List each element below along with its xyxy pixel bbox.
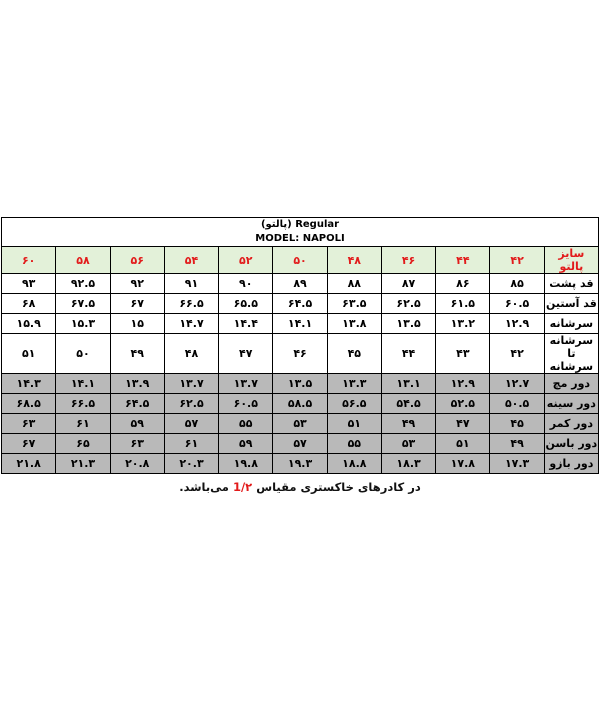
size-cell: ۴۶: [381, 247, 435, 274]
measurement-row: [2, 394, 599, 414]
value-cell: ۶۶.۵: [164, 294, 218, 314]
value-cell: ۵۸.۵: [273, 394, 327, 414]
row-label: دور بازو: [544, 454, 598, 474]
value-cell: ۲۰.۳: [164, 454, 218, 474]
value-cell: ۱۷.۳: [490, 454, 544, 474]
size-cell: ۴۲: [490, 247, 544, 274]
value-cell: ۲۱.۳: [56, 454, 110, 474]
value-cell: ۱۴.۱: [273, 314, 327, 334]
value-cell: ۵۷: [164, 414, 218, 434]
value-cell: ۶۸.۵: [2, 394, 56, 414]
value-cell: ۹۲.۵: [56, 274, 110, 294]
size-cell: ۶۰: [2, 247, 56, 274]
value-cell: ۵۰: [56, 334, 110, 374]
value-cell: ۶۴.۵: [110, 394, 164, 414]
value-cell: ۶۷.۵: [56, 294, 110, 314]
footnote: [0, 480, 600, 494]
value-cell: ۶۱: [164, 434, 218, 454]
value-cell: ۵۱: [2, 334, 56, 374]
value-cell: ۱۵.۹: [2, 314, 56, 334]
title-line2: MODEL: NAPOLI: [255, 233, 345, 244]
value-cell: ۶۱.۵: [436, 294, 490, 314]
value-cell: ۴۹: [110, 334, 164, 374]
value-cell: ۱۸.۳: [381, 454, 435, 474]
value-cell: ۱۳.۷: [164, 374, 218, 394]
measurement-row: [2, 454, 599, 474]
value-cell: ۱۲.۹: [436, 374, 490, 394]
value-cell: ۱۵.۳: [56, 314, 110, 334]
value-cell: ۶۳.۵: [327, 294, 381, 314]
value-cell: ۱۳.۸: [327, 314, 381, 334]
value-cell: ۵۵: [327, 434, 381, 454]
value-cell: ۵۹: [219, 434, 273, 454]
title-line1: Regular (پالتو): [260, 219, 340, 230]
value-cell: ۹۳: [2, 274, 56, 294]
value-cell: ۱۳.۹: [110, 374, 164, 394]
row-label: قد پشت: [544, 274, 598, 294]
value-cell: ۶۰.۵: [219, 394, 273, 414]
value-cell: ۴۷: [436, 414, 490, 434]
value-cell: ۵۳: [381, 434, 435, 454]
value-cell: ۶۴.۵: [273, 294, 327, 314]
value-cell: ۱۲.۷: [490, 374, 544, 394]
row-label: سرشانه تا سرشانه: [544, 334, 598, 374]
value-cell: ۵۱: [327, 414, 381, 434]
value-cell: ۶۱: [56, 414, 110, 434]
value-cell: ۵۴.۵: [381, 394, 435, 414]
value-cell: ۶۶.۵: [56, 394, 110, 414]
value-cell: ۴۵: [327, 334, 381, 374]
row-label: قد آستین: [544, 294, 598, 314]
measurement-row: [2, 374, 599, 394]
value-cell: ۶۷: [110, 294, 164, 314]
value-cell: ۹۲: [110, 274, 164, 294]
value-cell: ۱۳.۵: [273, 374, 327, 394]
row-label: سرشانه: [544, 314, 598, 334]
value-cell: ۴۸: [164, 334, 218, 374]
value-cell: ۶۸: [2, 294, 56, 314]
value-cell: ۹۰: [219, 274, 273, 294]
value-cell: ۶۷: [2, 434, 56, 454]
value-cell: ۴۶: [273, 334, 327, 374]
row-label: دور کمر: [544, 414, 598, 434]
size-cell: ۵۴: [164, 247, 218, 274]
value-cell: ۸۶: [436, 274, 490, 294]
value-cell: ۴۴: [381, 334, 435, 374]
value-cell: ۶۲.۵: [164, 394, 218, 414]
value-cell: ۵۶.۵: [327, 394, 381, 414]
value-cell: ۵۳: [273, 414, 327, 434]
size-cell: ۵۲: [219, 247, 273, 274]
size-table: [1, 217, 599, 474]
value-cell: ۴۷: [219, 334, 273, 374]
measurement-row: [2, 434, 599, 454]
value-cell: ۱۹.۳: [273, 454, 327, 474]
value-cell: ۵۲.۵: [436, 394, 490, 414]
title-cell: [2, 218, 599, 247]
value-cell: ۱۲.۹: [490, 314, 544, 334]
size-cell: ۵۰: [273, 247, 327, 274]
row-label: دور سینه: [544, 394, 598, 414]
value-cell: ۱۸.۸: [327, 454, 381, 474]
value-cell: ۵۷: [273, 434, 327, 454]
value-cell: ۱۷.۸: [436, 454, 490, 474]
value-cell: ۱۹.۸: [219, 454, 273, 474]
size-cell: ۵۶: [110, 247, 164, 274]
size-cell: ۴۸: [327, 247, 381, 274]
value-cell: ۶۵.۵: [219, 294, 273, 314]
size-header-row: [2, 247, 599, 274]
value-cell: ۱۳.۳: [327, 374, 381, 394]
measurement-row: [2, 274, 599, 294]
value-cell: ۶۲.۵: [381, 294, 435, 314]
footnote-before: در کادرهای خاکستری مقیاس: [256, 480, 421, 494]
measurement-row: [2, 414, 599, 434]
row-label: دور مچ: [544, 374, 598, 394]
size-header-label: سایز پالتو: [544, 247, 598, 274]
value-cell: ۸۸: [327, 274, 381, 294]
value-cell: ۸۵: [490, 274, 544, 294]
size-chart: [0, 217, 600, 494]
measurement-row: [2, 314, 599, 334]
value-cell: ۱۳.۵: [381, 314, 435, 334]
value-cell: ۱۳.۲: [436, 314, 490, 334]
value-cell: ۴۵: [490, 414, 544, 434]
value-cell: ۱۴.۷: [164, 314, 218, 334]
value-cell: ۸۷: [381, 274, 435, 294]
measurement-row: [2, 334, 599, 374]
size-cell: ۴۴: [436, 247, 490, 274]
value-cell: ۱۴.۳: [2, 374, 56, 394]
footnote-ratio: 1/۲: [232, 480, 253, 494]
value-cell: ۶۳: [2, 414, 56, 434]
value-cell: ۵۵: [219, 414, 273, 434]
value-cell: ۵۹: [110, 414, 164, 434]
value-cell: ۱۵: [110, 314, 164, 334]
size-cell: ۵۸: [56, 247, 110, 274]
measurement-row: [2, 294, 599, 314]
value-cell: ۶۵: [56, 434, 110, 454]
value-cell: ۵۰.۵: [490, 394, 544, 414]
value-cell: ۹۱: [164, 274, 218, 294]
value-cell: ۲۱.۸: [2, 454, 56, 474]
value-cell: ۶۳: [110, 434, 164, 454]
value-cell: ۱۴.۴: [219, 314, 273, 334]
value-cell: ۵۱: [436, 434, 490, 454]
value-cell: ۴۲: [490, 334, 544, 374]
value-cell: ۴۹: [490, 434, 544, 454]
value-cell: ۴۹: [381, 414, 435, 434]
row-label: دور باسن: [544, 434, 598, 454]
value-cell: ۲۰.۸: [110, 454, 164, 474]
value-cell: ۴۳: [436, 334, 490, 374]
value-cell: ۱۳.۱: [381, 374, 435, 394]
value-cell: ۱۴.۱: [56, 374, 110, 394]
value-cell: ۸۹: [273, 274, 327, 294]
value-cell: ۶۰.۵: [490, 294, 544, 314]
value-cell: ۱۳.۷: [219, 374, 273, 394]
title-row: [2, 218, 599, 247]
footnote-after: می‌باشد.: [179, 480, 229, 494]
